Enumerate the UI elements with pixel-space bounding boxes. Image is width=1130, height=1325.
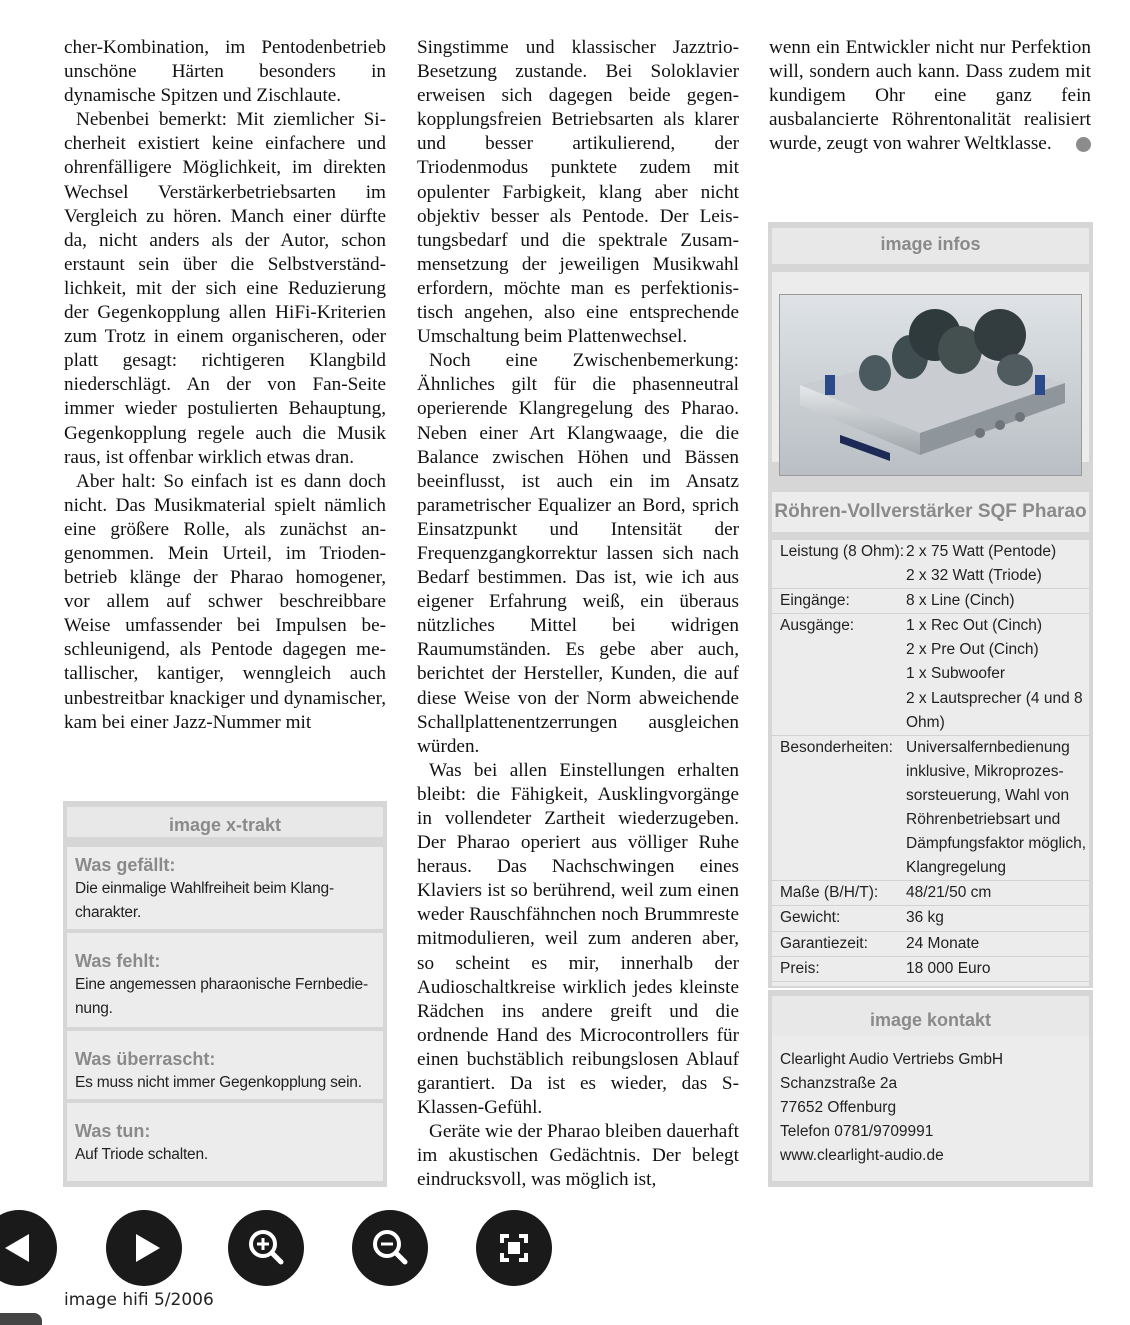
product-photo xyxy=(779,294,1082,476)
kontakt-line: Clearlight Audio Vertriebs GmbH xyxy=(780,1051,1004,1068)
spec-value-line: Universalfernbedienung inklusive, Mikroprozessorsteuerung, Wahl von Röhrenbetriebsart und Dämpfungsfaktor möglich, Klangregelung xyxy=(906,738,1087,877)
article-paragraph: Geräte wie der Pharao bleiben dauerhaft im akustischen Gedächtnis. Der belegt eindrucksvoll, was möglich ist, xyxy=(417,1121,739,1191)
spec-value xyxy=(906,956,1089,981)
spec-value-line: 24 Monate xyxy=(906,934,980,952)
spec-row xyxy=(772,589,1089,614)
xtrakt-section xyxy=(67,847,383,929)
spec-row xyxy=(772,906,1089,931)
article-paragraph: wenn ein Entwickler nicht nur Perfektion will, sondern auch kann. Dass zudem mit kundigem Ohr eine ganz fein ausbalancierte Röhrentonalität realisiert wurde, zeugt von wahrer Weltklasse. xyxy=(769,37,1091,155)
zoom-in-icon xyxy=(228,1210,304,1286)
spec-value-line: 36 kg xyxy=(906,909,944,927)
kontakt-header: image kontakt xyxy=(772,996,1089,1036)
spec-value-line: 2 x Lautsprecher (4 und 8 Ohm) xyxy=(906,689,1083,731)
product-title: Röhren-Vollverstärker SQF Pharao xyxy=(772,492,1089,532)
xtrakt-section xyxy=(67,933,383,1027)
next-page-button[interactable] xyxy=(106,1210,182,1286)
amplifier-illustration xyxy=(780,295,1081,475)
xtrakt-section-title: Was fehlt: xyxy=(75,951,161,971)
spec-key: Garantiezeit: xyxy=(772,931,906,956)
article-paragraph: Noch eine Zwischenbemerkung: Ähnliches gilt für die phasenneutral operierende Klangregelung des Pharao. Neben einer Art Klangwaage, die die Balance zwischen Höhen und Bässen beeinflusst, ist auch ein im Ansatz parametrischer Equalizer an Bord, sprich Einsatzpunkt und Intensität der Frequenzgangkorrektur lassen sich nach Bedarf bestimmen. Das ist, wie ich aus eigener Erfahrung weiß, ein überaus nützliches Mittel bei widrigen Raumumständen. Es gebe aber auch, berichtet der Hersteller, Kunden, die auf diese Weise von der Norm abweichende Schallplattenentzerrungen ausgleichen würden. xyxy=(417,350,739,757)
article-paragraph: Singstimme und klassischer Jazztrio-Besetzung zustande. Bei Soloklavier erweisen sich dagegen beide gegenkopplungsfreien Betriebsarten als klarer und besser artikulierend, der Triodenmodus punktete zudem mit opulenter Farbigkeit, klang aber nicht objektiv besser als Pentode. Der Leistungsbedarf und die spektrale Zusammensetzung der jeweiligen Musikwahl erfordern, möchte man es perfektionistisch angehen, also eine entsprechende Umschaltung beim Plattenwechsel. xyxy=(417,37,739,348)
spec-value-line: 18 000 Euro xyxy=(906,959,991,977)
article-paragraph: cher-Kombination, im Pentodenbetrieb unschöne Härten besonders in dynamische Spitzen und Zischlaute. xyxy=(64,37,386,107)
spec-row xyxy=(772,956,1089,981)
spec-value-line: 2 x 32 Watt (Triode) xyxy=(906,567,1042,585)
infos-header: image infos xyxy=(772,228,1089,264)
spec-value-line: 1 x Rec Out (Cinch) xyxy=(906,617,1043,635)
spec-row xyxy=(772,540,1089,589)
spec-value-line: 1 x Subwoofer xyxy=(906,665,1006,683)
zoom-out-icon xyxy=(352,1210,428,1286)
xtrakt-section-title: Was überrascht: xyxy=(75,1049,216,1069)
spec-value xyxy=(906,540,1089,589)
spec-value-line: 2 x Pre Out (Cinch) xyxy=(906,641,1039,659)
xtrakt-section-text: Die einmalige Wahlfreiheit beim Klangcharakter. xyxy=(75,880,335,921)
next-page-icon xyxy=(106,1210,182,1286)
spec-row xyxy=(772,881,1089,906)
previous-page-button[interactable] xyxy=(0,1210,57,1286)
previous-page-icon xyxy=(0,1210,57,1286)
xtrakt-section xyxy=(67,1103,383,1181)
kontakt-body xyxy=(772,1036,1089,1181)
spec-value-line: 8 x Line (Cinch) xyxy=(906,592,1015,610)
spec-row xyxy=(772,735,1089,881)
kontakt-line: Schanzstraße 2a xyxy=(780,1075,898,1093)
article-column-2 xyxy=(417,36,739,1193)
spec-value xyxy=(906,614,1089,735)
spec-key: Ausgänge: xyxy=(772,614,906,735)
xtrakt-section-text: Es muss nicht immer Gegenkopplung sein. xyxy=(75,1074,362,1091)
spec-value-line: 48/21/50 cm xyxy=(906,884,992,902)
article-paragraph: Was bei allen Einstellungen erhalten bleibt: die Fähigkeit, Ausklingvorgänge in vollendeter Zartheit wiederzugeben. Der Pharao operiert aus völliger Ruhe heraus. Das Nachschwingen eines Klaviers ist so berührend, weil zum einen weder Rauschfähnchen noch Brummreste mitmodulieren, weil zum anderen aber, so scheint es mir, innerhalb der Audioschaltkreise wirklich jedes kleinste Rädchen ins andere greift und die ordnende Hand des Microcontrollers für einen buchstäblich reibungslosen Ablauf garantiert. Da ist es wieder, das S-Klassen-Gefühl. xyxy=(417,759,739,1119)
kontakt-line: www.clearlight-audio.de xyxy=(780,1147,944,1165)
fit-screen-icon xyxy=(476,1210,552,1286)
spec-value xyxy=(906,931,1089,956)
spec-table-wrap xyxy=(772,540,1089,986)
end-of-article-dot-icon xyxy=(1076,137,1091,152)
spec-key: Preis: xyxy=(772,956,906,981)
spec-row xyxy=(772,931,1089,956)
xtrakt-box xyxy=(63,801,387,1187)
article-column-3 xyxy=(769,36,1091,156)
infos-box xyxy=(768,222,1093,988)
product-image-frame xyxy=(772,272,1089,462)
spec-value xyxy=(906,881,1089,906)
xtrakt-section-title: Was gefällt: xyxy=(75,855,176,875)
spec-key: Gewicht: xyxy=(772,906,906,931)
corner-tab xyxy=(0,1313,42,1325)
zoom-in-button[interactable] xyxy=(228,1210,304,1286)
article-paragraph: Nebenbei bemerkt: Mit ziemlicher Sicherheit existiert keine einfachere und ohrenfälligere Möglichkeit, im direkten Wechsel Verstärkerbetriebsarten im Vergleich zu hören. Manch einer dürfte da, nicht anders als der Autor, schon erstaunt sein über die Selbstverständlichkeit, mit der sich eine Reduzierung der Gegenkopplung allen HiFi-Kriterien zum Trotz in einem organischeren, oder platt gesagt: richtigeren Klangbild niederschlägt. An der von Fan-Seite immer wieder postulierten Behauptung, Gegenkopplung regele auch die Musik raus, ist offenbar wirklich etwas dran. xyxy=(64,109,386,468)
spec-table xyxy=(772,540,1089,982)
magazine-caption: image hifi 5/2006 xyxy=(64,1290,214,1310)
article-column-1 xyxy=(64,36,386,735)
spec-value xyxy=(906,735,1089,881)
xtrakt-header: image x-trakt xyxy=(67,807,383,837)
spec-value xyxy=(906,906,1089,931)
spec-key: Eingänge: xyxy=(772,589,906,614)
spec-row xyxy=(772,614,1089,735)
article-paragraph: Aber halt: So einfach ist es dann doch nicht. Das Musikmaterial spielt nämlich eine größere Rolle, als zunächst angenommen. Mein Urteil, im Triodenbetrieb klänge der Pharao homogener, vor allem auf schwer beschreibbare Weise umfassender bei Impulsen beschleunigend, als Pentode dagegen metallischer, kantiger, wenngleich auch unbestreitbar knackiger und dynamischer, kam bei einer Jazz-Nummer mit xyxy=(64,470,386,733)
xtrakt-section xyxy=(67,1031,383,1099)
kontakt-line: Telefon 0781/9709991 xyxy=(780,1123,934,1141)
spec-key: Maße (B/H/T): xyxy=(772,881,906,906)
spec-value xyxy=(906,589,1089,614)
kontakt-line: 77652 Offenburg xyxy=(780,1099,897,1117)
xtrakt-section-title: Was tun: xyxy=(75,1121,151,1141)
spec-key: Leistung (8 Ohm): xyxy=(772,540,906,589)
fit-screen-button[interactable] xyxy=(476,1210,552,1286)
spec-key: Besonderheiten: xyxy=(772,735,906,881)
kontakt-box xyxy=(768,990,1093,1187)
zoom-out-button[interactable] xyxy=(352,1210,428,1286)
spec-value-line: 2 x 75 Watt (Pentode) xyxy=(906,543,1057,560)
xtrakt-section-text: Auf Triode schalten. xyxy=(75,1146,208,1163)
xtrakt-section-text: Eine angemessen pharaonische Fernbedienung. xyxy=(75,976,369,1017)
